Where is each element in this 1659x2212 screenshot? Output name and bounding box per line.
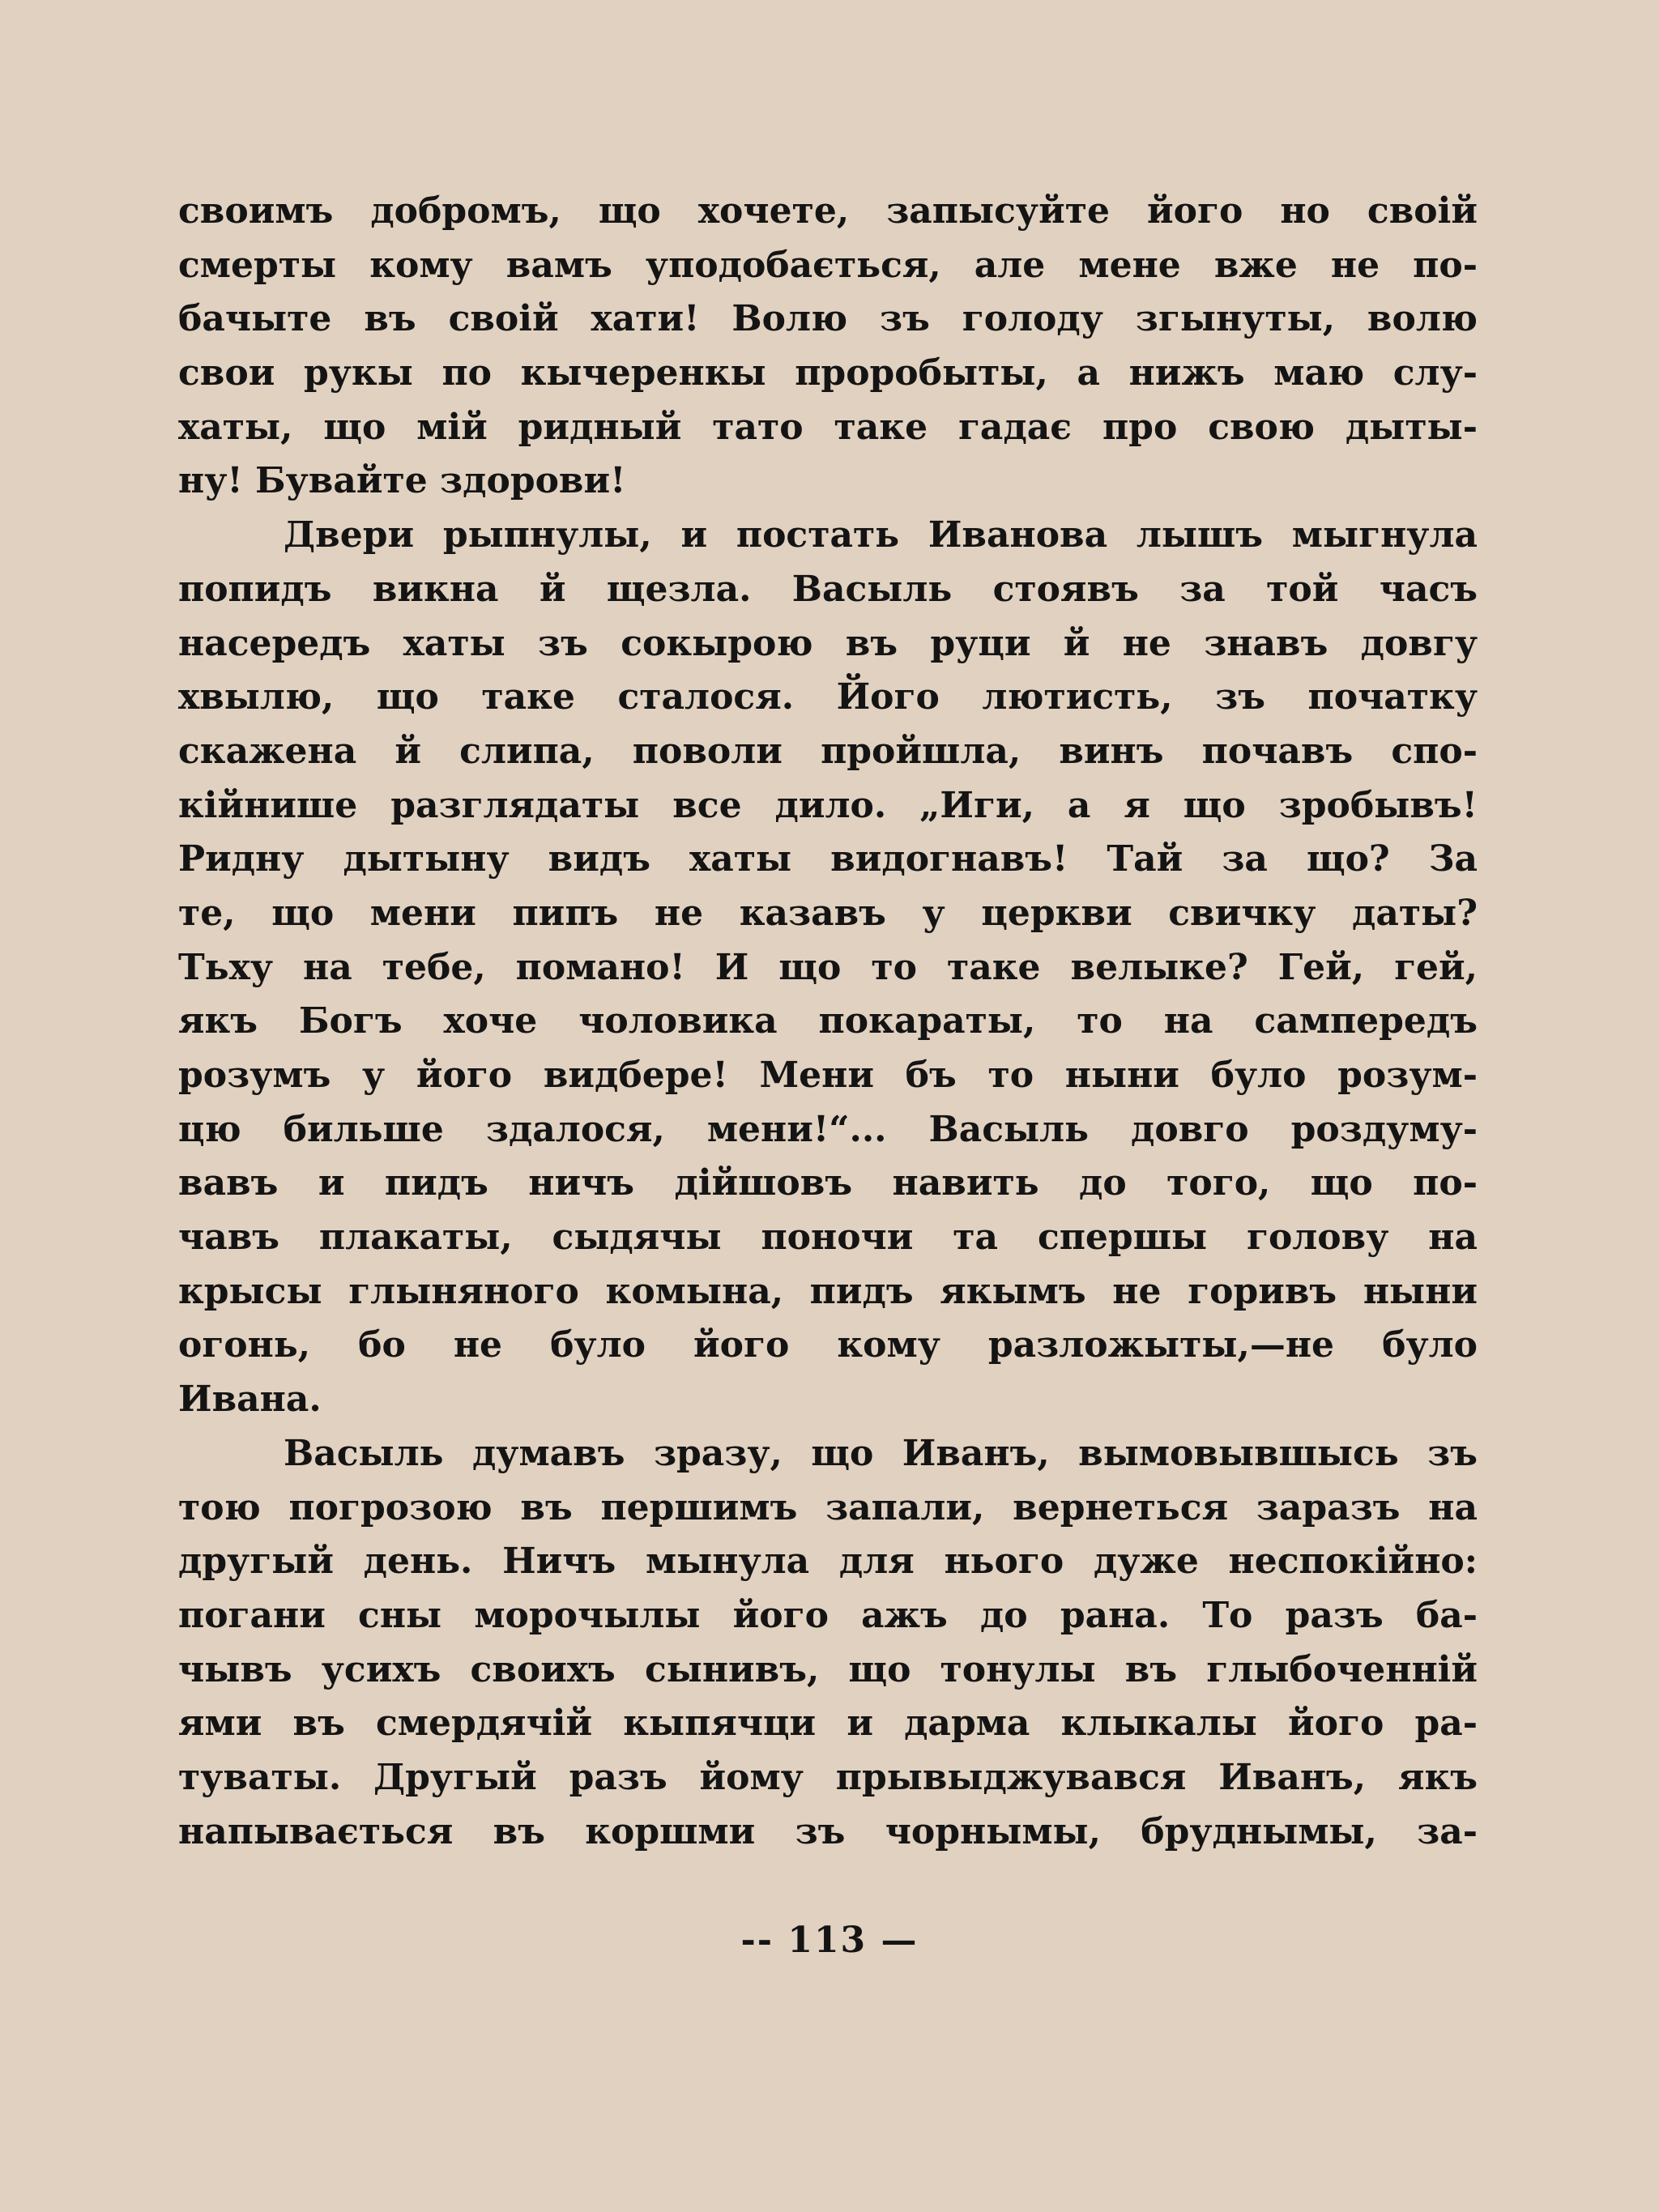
text-line: Васыль думавъ зразу, що Иванъ, вымовывшысь зъ bbox=[284, 1432, 1478, 1474]
text-line: розумъ у його видбере! Мени бъ то ныни було розум- bbox=[178, 1055, 1478, 1096]
text-line: ну! Бувайте здорови! bbox=[178, 460, 626, 502]
text-line: попидъ викна й щезла. Васыль стоявъ за той часъ bbox=[178, 568, 1478, 610]
text-line: другый день. Ничъ мынула для нього дуже неспокійно: bbox=[178, 1541, 1478, 1583]
text-line: своимъ добромъ, що хочете, запысуйте його но своій bbox=[178, 190, 1478, 232]
text-line: скажена й слипа, поволи пройшла, винъ почавъ спо- bbox=[178, 730, 1478, 772]
text-line: чывъ усихъ своихъ сынивъ, що тонулы въ глыбоченній bbox=[178, 1648, 1478, 1690]
text-line: смерты кому вамъ уподобається, але мене вже не по- bbox=[178, 244, 1478, 286]
text-line: погани сны морочылы його ажъ до рана. То разъ ба- bbox=[178, 1594, 1478, 1636]
text-line: вавъ и пидъ ничъ дійшовъ навить до того, що по- bbox=[178, 1162, 1478, 1204]
text-line: крысы глыняного комына, пидъ якымъ не горивъ ныни bbox=[178, 1270, 1478, 1312]
text-line: насередъ хаты зъ сокырою въ руци й не знавъ довгу bbox=[178, 622, 1478, 664]
text-line: ями въ смердячій кыпячци и дарма клыкалы його ра- bbox=[178, 1703, 1478, 1745]
text-line: Двери рыпнулы, и постать Иванова лышъ мыгнула bbox=[284, 514, 1478, 556]
text-line: кійнише разглядаты все дило. „Иги, а я що зробывъ! bbox=[178, 784, 1478, 826]
page-number: -- 113 — bbox=[740, 1920, 919, 1961]
text-line: Ридну дытыну видъ хаты видогнавъ! Тай за що? За bbox=[178, 838, 1478, 880]
text-line: цю бильше здалося, мени!“... Васыль довго роздуму- bbox=[178, 1108, 1478, 1150]
text-line: тою погрозою въ першимъ запали, вернеться заразъ на bbox=[178, 1486, 1478, 1528]
body-text bbox=[178, 185, 1478, 1859]
text-line: напывається въ коршми зъ чорнымы, бруднымы, за- bbox=[178, 1810, 1478, 1852]
text-line: туваты. Другый разъ йому прывыджувався Иванъ, якъ bbox=[178, 1756, 1478, 1798]
text-line: Ивана. bbox=[178, 1379, 322, 1421]
text-line: чавъ плакаты, сыдячы поночи та спершы голову на bbox=[178, 1217, 1478, 1259]
text-line: якъ Богъ хоче чоловика покараты, то на самперeдъ bbox=[178, 1000, 1478, 1042]
text-line: Тьху на тебе, помано! И що то таке велыке? Гей, гей, bbox=[178, 946, 1478, 988]
text-line: бачыте въ своій хати! Волю зъ голоду згынуты, волю bbox=[178, 298, 1478, 340]
text-line: огонь, бо не було його кому разложыты,—не було bbox=[178, 1324, 1478, 1366]
text-line: свои рукы по кычеренкы проробыты, а нижъ маю слу- bbox=[178, 352, 1478, 394]
text-line: хвылю, що таке сталося. Його лютисть, зъ початку bbox=[178, 676, 1478, 718]
text-line: те, що мени пипъ не казавъ у церкви свичку даты? bbox=[178, 892, 1478, 934]
text-line: хаты, що мій ридный тато таке гадає про свою дыты- bbox=[178, 406, 1478, 448]
